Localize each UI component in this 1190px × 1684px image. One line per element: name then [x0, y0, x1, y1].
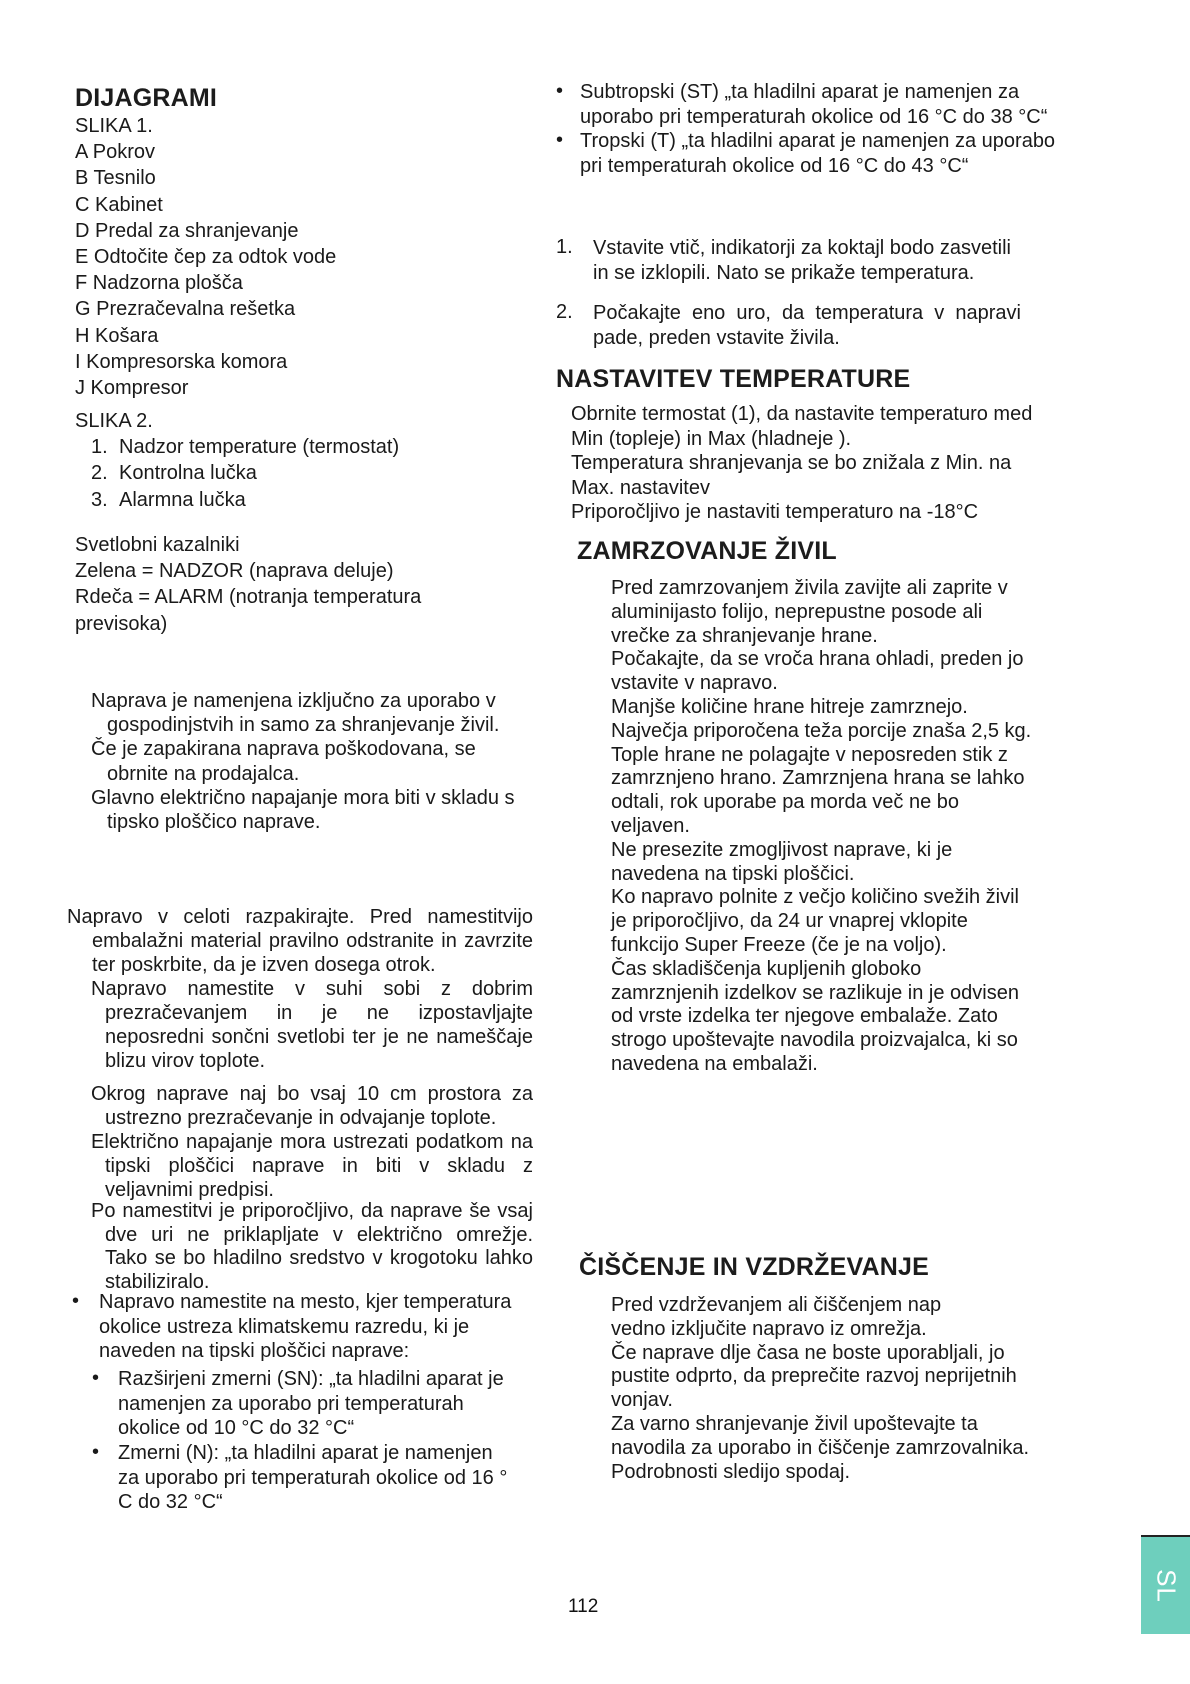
text-line: Okrog naprave naj bo vsaj 10 cm prostora za [91, 1083, 533, 1105]
figure-2-item [75, 487, 399, 513]
text-line: tipski ploščici naprave in biti v skladu z [105, 1155, 533, 1177]
usage-note-cont: gospodinjstvih in samo za shranjevanje živil. [107, 714, 500, 737]
text-line: Zmerni (N): „ta hladilni aparat je namenjen [118, 1442, 493, 1464]
text-line: pustite odprto, da preprečite razvoj neprijetnih [611, 1365, 1017, 1388]
text-line: ustrezno prezračevanje in odvajanje toplote. [105, 1107, 497, 1129]
bullet-icon: • [556, 129, 564, 151]
language-tab [1141, 1535, 1190, 1634]
figure-2-item [75, 434, 399, 460]
text-line: Tako se bo hladilno sredstvo v krogotoku lahko [105, 1247, 533, 1269]
text-line: Podrobnosti sledijo spodaj. [611, 1460, 851, 1483]
text-line: Razširjeni zmerni (SN): „ta hladilni aparat je [118, 1368, 504, 1390]
cleaning-heading: ČIŠČENJE IN VZDRŽEVANJE [579, 1253, 930, 1281]
text-line: Max. nastavitev [571, 476, 710, 499]
bullet-icon: • [92, 1441, 100, 1463]
text-line: pade, preden vstavite živila. [593, 326, 840, 349]
item-number: 1. [91, 436, 108, 459]
text-line: zamrznjenih izdelkov se razlikuje in je odvisen [611, 981, 1019, 1004]
step-2 [593, 301, 1021, 350]
text-line: Pred zamrzovanjem živila zavijte ali zaprite v [611, 577, 1008, 599]
indicator-green: Zelena = NADZOR (naprava deluje) [75, 560, 394, 583]
text-line: vonjav. [611, 1389, 673, 1412]
text-line: ter poskrbite, da je izven dosega otrok. [92, 954, 436, 976]
text-line: veljavnimi predpisi. [105, 1179, 274, 1201]
item-text: Kontrolna lučka [119, 462, 257, 485]
text-line: Po namestitvi je priporočljivo, da naprave še vsaj [91, 1200, 533, 1222]
text-line: Ko napravo polnite z večjo količino svežih živil [611, 886, 1019, 909]
text-line: navedena na tipski ploščici. [611, 862, 855, 885]
installation-p2 [91, 977, 533, 1073]
usage-note: Naprava je namenjena izključno za uporabo v [91, 690, 496, 712]
text-line: funkcijo Super Freeze (če je na voljo). [611, 933, 947, 956]
text-line: Tropski (T) „ta hladilni aparat je namenjen za uporabo [580, 130, 1056, 152]
text-line: Subtropski (ST) „ta hladilni aparat je namenjen za [580, 81, 1020, 103]
item-number: 3. [91, 488, 108, 511]
text-line: navedena na embalaži. [611, 1052, 818, 1075]
text-line: aluminijasto folijo, neprepustne posode ali [611, 600, 983, 623]
text-line: Če naprave dlje časa ne boste uporabljali, jo [611, 1341, 1005, 1364]
text-line: Počakajte, da se vroča hrana ohladi, preden jo [611, 648, 1024, 671]
text-line: namenjen za uporabo pri temperaturah [118, 1392, 464, 1415]
installation-p4 [91, 1130, 533, 1202]
text-line: strogo upoštevajte navodila proizvajalca, ki so [611, 1029, 1018, 1052]
text-line: odtali, rok uporabe pa morda več ne bo [611, 791, 959, 814]
indicator-red-cont: previsoka) [75, 612, 168, 635]
bullet-icon: • [72, 1290, 80, 1312]
cleaning-text [611, 1294, 1029, 1484]
text-line: Priporočljivo je nastaviti temperaturo na -18°C [571, 501, 979, 524]
figure-2-title: SLIKA 2. [75, 410, 153, 432]
text-line: in se izklopili. Nato se prikaže temperatura. [593, 261, 975, 284]
legend-item-c: C Kabinet [75, 193, 163, 216]
page-number: 112 [568, 1596, 599, 1617]
text-line: C do 32 °C“ [118, 1491, 223, 1513]
text-line: blizu virov toplote. [105, 1050, 266, 1072]
indicator-red: Rdeča = ALARM (notranja temperatura [75, 586, 422, 609]
legend-item-g: G Prezračevalna rešetka [75, 298, 296, 321]
climate-st [580, 80, 1047, 129]
text-line: stabiliziralo. [105, 1270, 210, 1293]
figure-2-item [75, 460, 399, 486]
text-line: embalažni material pravilno odstranite in zavrzite [92, 930, 533, 952]
climate-class-bullet [99, 1290, 511, 1364]
text-line: zamrznjeno hrano. Zamrznjena hrana se lahko [611, 767, 1025, 790]
temperature-heading: NASTAVITEV TEMPERATURE [556, 365, 911, 393]
text-line: Električno napajanje mora ustrezati podatkom na [91, 1131, 533, 1153]
legend-item-b: B Tesnilo [75, 167, 156, 190]
text-line: okolice ustreza klimatskemu razredu, ki je [99, 1315, 470, 1338]
text-line: Ne presezite zmogljivost naprave, ki je [611, 838, 953, 861]
climate-t [580, 129, 1055, 178]
text-line: neposredni sončni svetlobi ter je ne nameščaje [105, 1026, 533, 1048]
legend-item-a: A Pokrov [75, 141, 156, 164]
installation-p5 [91, 1200, 533, 1294]
freezing-text [611, 577, 1031, 1077]
usage-note-cont: obrnite na prodajalca. [107, 762, 300, 785]
climate-n [118, 1441, 507, 1515]
text-line: Obrnite termostat (1), da nastavite temperaturo med [571, 403, 1033, 425]
text-line: vedno izključite napravo iz omrežja. [611, 1317, 927, 1340]
text-line: veljaven. [611, 814, 690, 837]
figure-1-legend [75, 113, 336, 401]
text-line: Tople hrane ne polagajte v neposreden stik z [611, 743, 1008, 766]
text-line: naveden na tipski ploščici naprave: [99, 1340, 410, 1362]
legend-item-e: E Odtočite čep za odtok vode [75, 246, 337, 269]
text-line: Min (topleje) in Max (hladneje ). [571, 427, 852, 450]
usage-note: Če je zapakirana naprava poškodovana, se [91, 738, 476, 761]
light-indicators [75, 532, 421, 637]
text-line: okolice od 10 °C do 32 °C“ [118, 1417, 355, 1439]
text-line: Manjše količine hrane hitreje zamrznejo. [611, 695, 968, 718]
legend-item-f: F Nadzorna plošča [75, 272, 243, 295]
item-number: 2. [91, 462, 108, 485]
usage-note: Glavno električno napajanje mora biti v skladu s [91, 786, 515, 809]
text-line: Napravo namestite na mesto, kjer temperatura [99, 1291, 512, 1313]
step-number: 2. [556, 301, 573, 323]
text-line: Napravo namestite v suhi sobi z dobrim [91, 978, 533, 1000]
text-line: za uporabo pri temperaturah okolice od 16 ° [118, 1466, 508, 1489]
text-line: vrečke za shranjevanje hrane. [611, 624, 878, 647]
temperature-text [571, 402, 1032, 525]
bullet-icon: • [92, 1367, 100, 1389]
legend-item-i: I Kompresorska komora [75, 350, 288, 373]
text-line: od vrste izdelka ter njegove embalaže. Zato [611, 1005, 998, 1028]
step-1 [593, 236, 1011, 285]
text-line: Vstavite vtič, indikatorji za koktajl bodo zasvetili [593, 237, 1011, 259]
text-line: Napravo v celoti razpakirajte. Pred namestitvijo [67, 906, 533, 928]
text-line: Čas skladiščenja kupljenih globoko [611, 957, 922, 980]
text-line: Pred vzdrževanjem ali čiščenjem nap [611, 1294, 942, 1316]
text-line: prezračevanjem in je ne izpostavljajte [105, 1002, 533, 1024]
installation-p1 [67, 905, 533, 977]
freezing-heading: ZAMRZOVANJE ŽIVIL [577, 537, 837, 565]
legend-item-j: J Kompresor [75, 377, 189, 400]
item-text: Nadzor temperature (termostat) [119, 436, 400, 459]
diagrams-heading: DIJAGRAMI [75, 84, 218, 112]
text-line: dve uri ne priklapljate v električno omrežje. [105, 1223, 533, 1246]
language-tab-label: SL [1151, 1568, 1181, 1603]
usage-note-cont: tipsko ploščico naprave. [107, 811, 321, 834]
text-line: pri temperaturah okolice od 16 °C do 43 °C“ [580, 154, 969, 177]
step-number: 1. [556, 236, 573, 258]
installation-p3 [91, 1082, 533, 1130]
indicators-title: Svetlobni kazalniki [75, 534, 240, 556]
text-line: vstavite v napravo. [611, 672, 778, 695]
figure-1-title: SLIKA 1. [75, 115, 153, 137]
bullet-icon: • [556, 80, 564, 102]
text-line: navodila za uporabo in čiščenje zamrzovalnika. [611, 1436, 1030, 1459]
legend-item-h: H Košara [75, 324, 159, 347]
text-line: Največja priporočena teža porcije znaša 2,5 kg. [611, 719, 1032, 742]
text-line: je priporočljivo, da 24 ur vnaprej vklopite [611, 910, 968, 933]
text-line: uporabo pri temperaturah okolice od 16 °C do 38 °C“ [580, 105, 1048, 128]
climate-sn [118, 1367, 504, 1441]
legend-item-d: D Predal za shranjevanje [75, 219, 299, 242]
figure-2-legend [75, 408, 399, 513]
usage-notes [91, 689, 515, 834]
text-line: Počakajte eno uro, da temperatura v napravi [593, 302, 1021, 324]
text-line: Temperatura shranjevanja se bo znižala z Min. na [571, 452, 1012, 475]
text-line: Za varno shranjevanje živil upoštevajte ta [611, 1412, 978, 1435]
item-text: Alarmna lučka [119, 488, 246, 511]
